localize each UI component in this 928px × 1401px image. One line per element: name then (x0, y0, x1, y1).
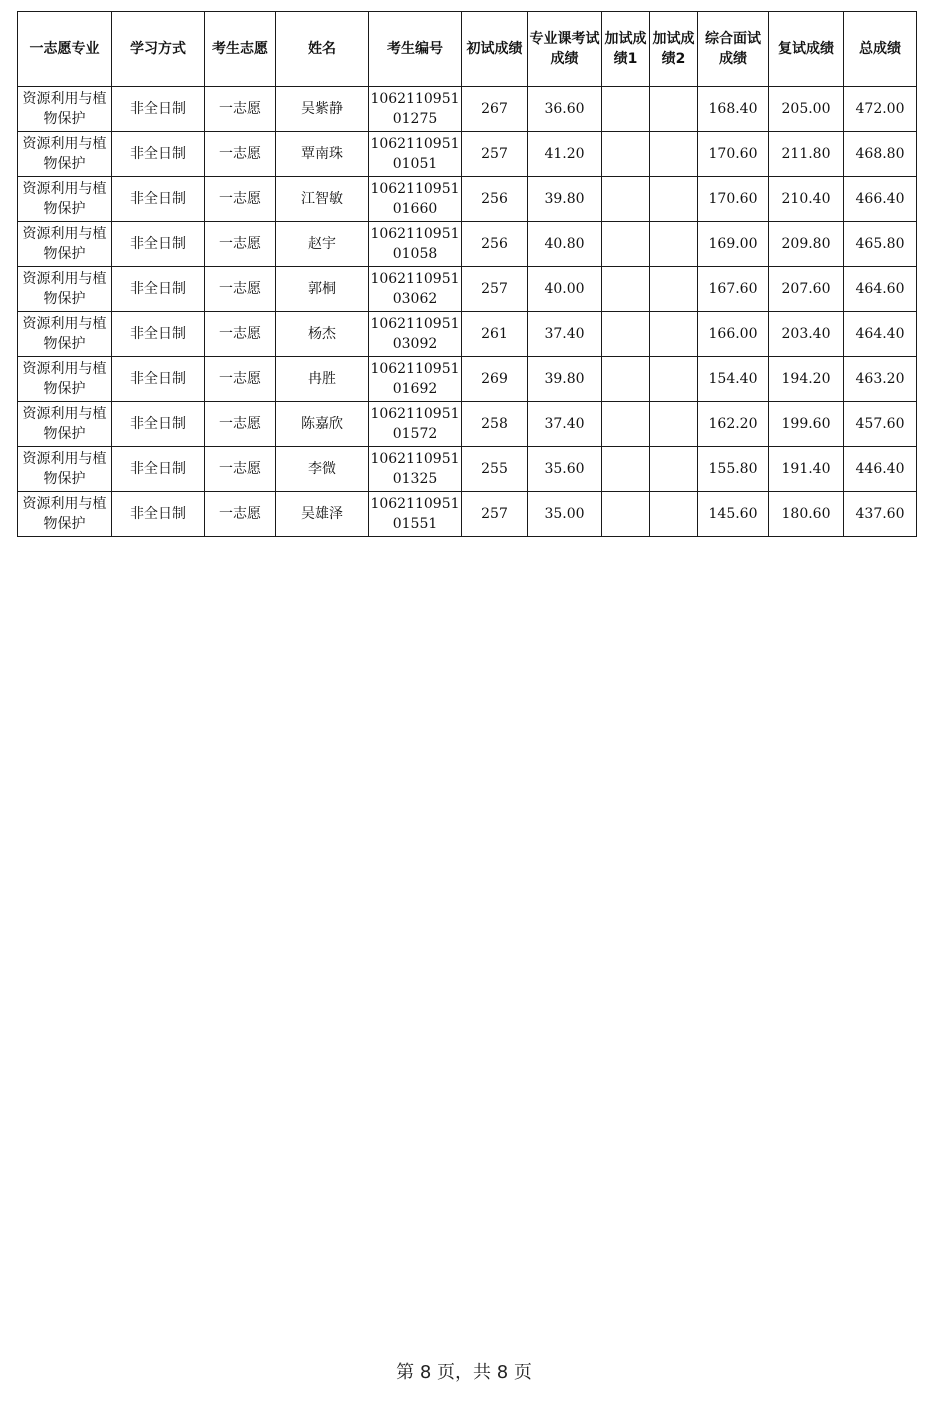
table-cell-value: 吴紫静 (301, 101, 343, 117)
table-cell (18, 177, 112, 222)
column-header-label: 学习方式 (130, 41, 186, 57)
table-cell-value: 257 (481, 146, 508, 162)
table-cell-value: 463.20 (855, 371, 905, 387)
table-cell-value: 145.60 (708, 506, 758, 522)
table-cell (205, 177, 276, 222)
table-cell (369, 87, 462, 132)
table-cell (528, 177, 602, 222)
table-cell (844, 267, 917, 312)
table-cell (602, 222, 650, 267)
table-cell (528, 87, 602, 132)
table-cell-value: 446.40 (855, 461, 905, 477)
table-cell-value: 资源利用与植物保护 (22, 136, 107, 172)
column-header-label: 一志愿专业 (29, 41, 100, 57)
table-cell (18, 87, 112, 132)
table-cell (276, 132, 369, 177)
table-cell-value: 106211095101692 (370, 361, 460, 397)
table-cell-value: 162.20 (708, 416, 758, 432)
table-cell-value: 郭桐 (308, 281, 336, 297)
column-header-label: 综合面试成绩 (705, 31, 761, 67)
table-cell-value: 106211095101275 (370, 91, 460, 127)
table-cell (369, 447, 462, 492)
table-cell (18, 132, 112, 177)
table-cell (769, 357, 844, 402)
table-cell-value: 267 (481, 101, 508, 117)
table-cell (650, 312, 698, 357)
table-cell-value: 211.80 (781, 146, 831, 162)
table-cell (112, 447, 205, 492)
table-cell-value: 一志愿 (219, 461, 261, 477)
table-cell-value: 一志愿 (219, 236, 261, 252)
table-cell-value: 261 (481, 326, 508, 342)
table-cell-value: 非全日制 (130, 191, 186, 207)
table-cell (276, 267, 369, 312)
table-cell (276, 492, 369, 537)
table-cell (528, 492, 602, 537)
table-row (18, 177, 917, 222)
table-cell (698, 492, 769, 537)
table-body (18, 87, 917, 537)
table-cell-value: 40.00 (544, 281, 585, 297)
table-cell (698, 132, 769, 177)
table-cell-value: 205.00 (781, 101, 831, 117)
table-cell (698, 402, 769, 447)
column-header-label: 专业课考试成绩 (529, 31, 600, 67)
table-cell-value: 269 (481, 371, 508, 387)
column-header (462, 12, 528, 87)
table-cell (112, 357, 205, 402)
table-cell-value: 非全日制 (130, 236, 186, 252)
table-cell (602, 402, 650, 447)
table-cell-value: 207.60 (781, 281, 831, 297)
table-cell (112, 312, 205, 357)
table-cell-value: 一志愿 (219, 191, 261, 207)
table-cell (18, 402, 112, 447)
table-cell (369, 222, 462, 267)
table-cell-value: 赵宇 (308, 236, 336, 252)
table-row (18, 312, 917, 357)
table-cell (205, 132, 276, 177)
table-cell (650, 177, 698, 222)
column-header-label: 加试成绩1 (604, 31, 647, 67)
table-cell-value: 106211095101572 (370, 406, 460, 442)
table-cell-value: 464.40 (855, 326, 905, 342)
column-header-label: 姓名 (308, 41, 336, 57)
table-cell (205, 312, 276, 357)
table-cell (650, 402, 698, 447)
table-cell (276, 357, 369, 402)
table-cell (602, 267, 650, 312)
table-cell (112, 402, 205, 447)
table-cell (462, 177, 528, 222)
table-cell (602, 447, 650, 492)
table-cell (698, 447, 769, 492)
table-cell (769, 402, 844, 447)
table-row (18, 222, 917, 267)
table-row (18, 132, 917, 177)
table-cell-value: 210.40 (781, 191, 831, 207)
table-cell-value: 35.00 (544, 506, 585, 522)
column-header (18, 12, 112, 87)
table-cell (462, 357, 528, 402)
table-row (18, 87, 917, 132)
table-cell-value: 257 (481, 281, 508, 297)
table-cell (844, 492, 917, 537)
table-cell-value: 37.40 (544, 326, 585, 342)
column-header-label: 总成绩 (859, 41, 901, 57)
table-cell-value: 资源利用与植物保护 (22, 271, 107, 307)
table-cell (112, 177, 205, 222)
table-cell (602, 132, 650, 177)
table-cell-value: 非全日制 (130, 281, 186, 297)
table-cell-value: 40.80 (544, 236, 585, 252)
table-cell (112, 87, 205, 132)
table-row (18, 492, 917, 537)
column-header (769, 12, 844, 87)
table-cell (650, 222, 698, 267)
table-cell-value: 106211095101051 (370, 136, 460, 172)
column-header (112, 12, 205, 87)
table-cell-value: 180.60 (781, 506, 831, 522)
column-header-label: 加试成绩2 (652, 31, 695, 67)
table-cell-value: 资源利用与植物保护 (22, 451, 107, 487)
table-cell-value: 陈嘉欣 (301, 416, 343, 432)
table-cell-value: 194.20 (781, 371, 831, 387)
table-cell (844, 222, 917, 267)
table-cell (205, 222, 276, 267)
table-cell (844, 357, 917, 402)
table-cell-value: 170.60 (708, 146, 758, 162)
table-cell (844, 87, 917, 132)
table-cell-value: 李微 (308, 461, 336, 477)
table-cell (112, 267, 205, 312)
table-cell-value: 437.60 (855, 506, 905, 522)
table-cell (650, 267, 698, 312)
table-cell (276, 447, 369, 492)
table-cell (276, 177, 369, 222)
column-header-label: 初试成绩 (466, 41, 523, 57)
table-cell (650, 492, 698, 537)
table-cell-value: 杨杰 (308, 326, 336, 342)
table-cell-value: 203.40 (781, 326, 831, 342)
table-cell-value: 257 (481, 506, 508, 522)
table-cell-value: 35.60 (544, 461, 585, 477)
table-cell (18, 357, 112, 402)
table-cell-value: 168.40 (708, 101, 758, 117)
table-cell-value: 209.80 (781, 236, 831, 252)
table-cell (844, 402, 917, 447)
table-cell-value: 非全日制 (130, 461, 186, 477)
table-cell-value: 江智敏 (301, 191, 343, 207)
table-cell (769, 312, 844, 357)
header-row (18, 12, 917, 87)
table-cell (369, 492, 462, 537)
table-cell-value: 非全日制 (130, 506, 186, 522)
table-cell (698, 267, 769, 312)
table-cell (698, 312, 769, 357)
table-cell (462, 492, 528, 537)
table-cell-value: 466.40 (855, 191, 905, 207)
table-cell (112, 222, 205, 267)
table-cell-value: 106211095101551 (370, 496, 460, 532)
table-cell-value: 39.80 (544, 371, 585, 387)
table-cell (602, 492, 650, 537)
table-cell-value: 472.00 (855, 101, 905, 117)
table-cell (18, 222, 112, 267)
table-cell (602, 87, 650, 132)
table-cell (205, 267, 276, 312)
table-cell (369, 267, 462, 312)
table-cell (528, 312, 602, 357)
table-row (18, 402, 917, 447)
table-cell (602, 357, 650, 402)
table-cell-value: 255 (481, 461, 508, 477)
table-cell (205, 87, 276, 132)
table-cell-value: 一志愿 (219, 506, 261, 522)
column-header (698, 12, 769, 87)
table-cell-value: 106211095101325 (370, 451, 460, 487)
table-cell-value: 170.60 (708, 191, 758, 207)
table-cell-value: 资源利用与植物保护 (22, 316, 107, 352)
score-table (17, 11, 917, 537)
table-cell-value: 465.80 (855, 236, 905, 252)
table-cell-value: 37.40 (544, 416, 585, 432)
table-cell-value: 一志愿 (219, 371, 261, 387)
column-header (602, 12, 650, 87)
column-header (650, 12, 698, 87)
table-cell-value: 覃南珠 (301, 146, 343, 162)
table-cell-value: 一志愿 (219, 101, 261, 117)
page-number-footer: 第 8 页，共 8 页 (396, 1362, 532, 1383)
table-cell (112, 492, 205, 537)
table-cell-value: 256 (481, 191, 508, 207)
table-cell-value: 154.40 (708, 371, 758, 387)
table-cell-value: 169.00 (708, 236, 758, 252)
column-header-label: 考生志愿 (212, 41, 268, 57)
table-cell (769, 132, 844, 177)
table-cell (769, 222, 844, 267)
table-cell (369, 132, 462, 177)
table-row (18, 267, 917, 312)
table-cell (462, 132, 528, 177)
column-header-label: 考生编号 (387, 41, 443, 57)
table-cell (528, 402, 602, 447)
table-cell (844, 132, 917, 177)
table-cell (18, 447, 112, 492)
table-cell (844, 447, 917, 492)
table-row (18, 357, 917, 402)
table-cell (205, 402, 276, 447)
table-cell (205, 447, 276, 492)
table-row (18, 447, 917, 492)
table-cell-value: 106211095101058 (370, 226, 460, 262)
table-cell (769, 492, 844, 537)
table-cell-value: 非全日制 (130, 101, 186, 117)
table-cell (698, 222, 769, 267)
table-cell (462, 222, 528, 267)
table-cell (462, 312, 528, 357)
table-cell (769, 267, 844, 312)
table-cell-value: 吴雄泽 (301, 506, 343, 522)
table-cell-value: 资源利用与植物保护 (22, 406, 107, 442)
table-cell-value: 资源利用与植物保护 (22, 496, 107, 532)
table-cell (650, 132, 698, 177)
table-cell (528, 357, 602, 402)
column-header (369, 12, 462, 87)
table-cell (462, 87, 528, 132)
table-cell-value: 非全日制 (130, 146, 186, 162)
column-header (528, 12, 602, 87)
table-cell-value: 非全日制 (130, 416, 186, 432)
table-cell-value: 41.20 (544, 146, 585, 162)
table-cell-value: 资源利用与植物保护 (22, 226, 107, 262)
table-cell (602, 177, 650, 222)
table-cell (528, 447, 602, 492)
table-cell (462, 267, 528, 312)
table-cell (462, 402, 528, 447)
table-cell-value: 资源利用与植物保护 (22, 91, 107, 127)
table-cell-value: 资源利用与植物保护 (22, 181, 107, 217)
table-cell (528, 222, 602, 267)
table-cell (369, 402, 462, 447)
table-cell (276, 312, 369, 357)
table-cell-value: 106211095103092 (370, 316, 460, 352)
table-cell (844, 312, 917, 357)
table-cell (698, 357, 769, 402)
table-cell (602, 312, 650, 357)
table-cell-value: 155.80 (708, 461, 758, 477)
table-cell (18, 312, 112, 357)
table-cell (276, 402, 369, 447)
table-cell-value: 106211095101660 (370, 181, 460, 217)
table-cell-value: 39.80 (544, 191, 585, 207)
table-cell-value: 冉胜 (308, 371, 336, 387)
column-header-label: 复试成绩 (778, 41, 834, 57)
table-cell (18, 492, 112, 537)
table-cell-value: 非全日制 (130, 371, 186, 387)
table-cell (528, 267, 602, 312)
table-header (18, 12, 917, 87)
table-cell (528, 132, 602, 177)
table-cell (698, 87, 769, 132)
table-cell (650, 357, 698, 402)
table-cell-value: 199.60 (781, 416, 831, 432)
table-cell (276, 222, 369, 267)
table-cell-value: 464.60 (855, 281, 905, 297)
table-cell-value: 457.60 (855, 416, 905, 432)
table-cell-value: 468.80 (855, 146, 905, 162)
table-cell (276, 87, 369, 132)
column-header (276, 12, 369, 87)
table-cell (844, 177, 917, 222)
table-cell-value: 资源利用与植物保护 (22, 361, 107, 397)
table-cell-value: 一志愿 (219, 146, 261, 162)
table-cell-value: 167.60 (708, 281, 758, 297)
table-cell (769, 87, 844, 132)
column-header (205, 12, 276, 87)
table-cell-value: 106211095103062 (370, 271, 460, 307)
table-cell-value: 36.60 (544, 101, 585, 117)
table-cell (462, 447, 528, 492)
table-cell (650, 447, 698, 492)
table-cell (112, 132, 205, 177)
table-cell (205, 357, 276, 402)
table-cell-value: 非全日制 (130, 326, 186, 342)
table-cell-value: 191.40 (781, 461, 831, 477)
table-cell-value: 166.00 (708, 326, 758, 342)
column-header (844, 12, 917, 87)
table-cell (769, 177, 844, 222)
table-cell (205, 492, 276, 537)
table-cell (650, 87, 698, 132)
table-cell (18, 267, 112, 312)
table-cell (369, 177, 462, 222)
table-cell-value: 一志愿 (219, 416, 261, 432)
table-cell (769, 447, 844, 492)
table-cell-value: 一志愿 (219, 281, 261, 297)
table-cell-value: 一志愿 (219, 326, 261, 342)
table-cell (369, 312, 462, 357)
table-cell (698, 177, 769, 222)
table-cell-value: 258 (481, 416, 508, 432)
table-cell (369, 357, 462, 402)
table-cell-value: 256 (481, 236, 508, 252)
